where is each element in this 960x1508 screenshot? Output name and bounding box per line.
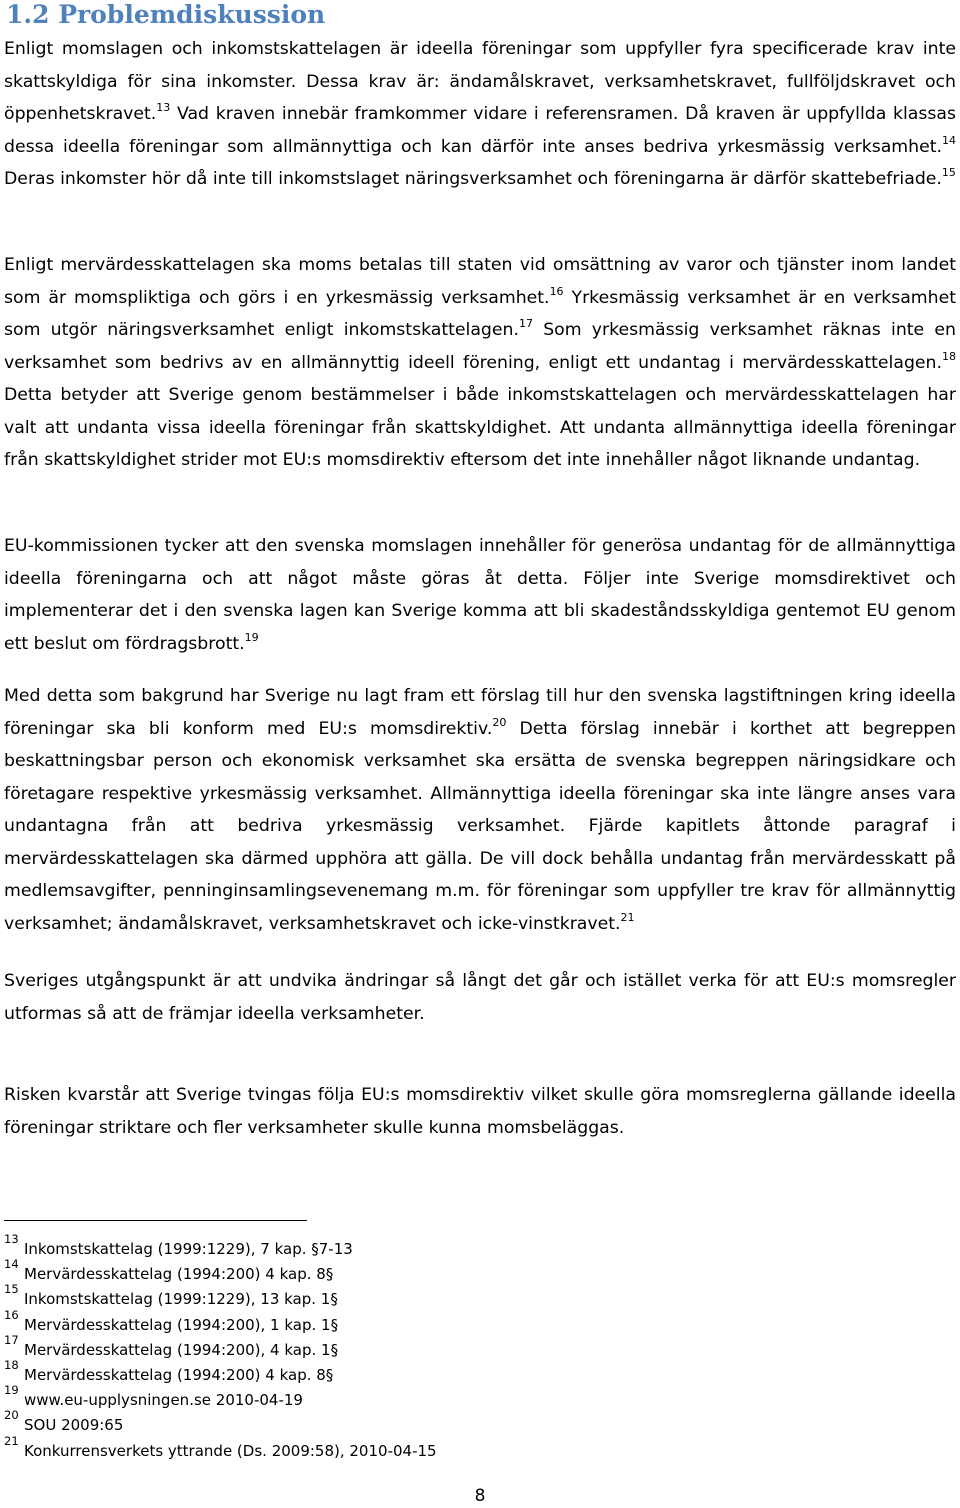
footnote-number: 21 <box>4 1433 19 1448</box>
footnote-number: 18 <box>4 1357 19 1372</box>
footnote-text: Mervärdesskattelag (1994:200), 1 kap. 1§ <box>24 1315 339 1334</box>
text-segment: Detta förslag innebär i korthet att begreppen beskattningsbar person och ekonomisk verksamhet ska ersätta de svenska begreppen näringsidkare och företagare respektive yrkesmässig verksamhet. Allmännyttiga ideella föreningar ska inte längre anses vara undantagna från att bedriva yrkesmässig verksamhet. Fjärde kapitlets åttonde paragraf i mervärdesskattelagen ska därmed upphöra att gälla. De vill dock behålla undantag från mervärdesskatt på medlemsavgifter, penninginsamlingsevenemang m.m. för föreningar som uppfyller tre krav för allmännyttig verksamhet; ändamålskravet, verksamhetskravet och icke-vinstkravet. <box>4 718 956 934</box>
footnote-item <box>4 1257 904 1288</box>
paragraph-text <box>4 249 956 477</box>
footnote-reference: 15 <box>941 166 956 179</box>
footnote-item <box>4 1232 904 1263</box>
body-paragraph-3 <box>4 530 956 660</box>
paragraph-text <box>4 965 956 1030</box>
footnote-number: 15 <box>4 1282 19 1297</box>
text-segment: Yrkesmässig verksamhet är en verksamhet som utgör näringsverksamhet enligt inkomstskattelagen. <box>4 287 957 340</box>
footnote-number: 19 <box>4 1383 19 1398</box>
text-segment: Detta betyder att Sverige genom bestämmelser i både inkomstskattelagen och mervärdesskattelagen har valt att undanta vissa ideella föreningar från skattskyldighet. Att undanta allmännyttiga ideella föreningar från skattskyldighet strider mot EU:s momsdirektiv eftersom det inte innehåller något liknande undantag. <box>4 385 956 470</box>
section-heading: 1.2 Problemdiskussion <box>6 0 326 29</box>
footnote-reference: 13 <box>156 101 171 114</box>
footnote-number: 17 <box>4 1332 19 1347</box>
footnotes <box>4 1232 904 1465</box>
footnote-reference: 16 <box>549 284 564 298</box>
footnote-text: Mervärdesskattelag (1994:200) 4 kap. 8§ <box>24 1365 334 1384</box>
text-segment: Som yrkesmässig verksamhet räknas inte en verksamhet som bedrivs av en allmännyttig ideell förening, enligt ett undantag i mervärdesskattelagen. <box>4 320 956 373</box>
text-segment: EU-kommissionen tycker att den svenska momslagen innehåller för generösa undantag för de allmännyttiga ideella föreningarna och att något måste göras åt detta. Följer inte Sverige momsdirektivet och implementerar det i den svenska lagen kan Sverige komma att bli skadeståndsskyldiga gentemot EU genom ett beslut om fördragsbrott. <box>4 536 956 654</box>
page-number: 8 <box>474 1486 486 1506</box>
footnote-text: SOU 2009:65 <box>24 1416 124 1435</box>
footnote-number: 13 <box>4 1232 19 1246</box>
paragraph-text <box>4 680 956 940</box>
footnote-separator <box>4 1220 307 1221</box>
footnote-text: Mervärdesskattelag (1994:200), 4 kap. 1§ <box>24 1340 339 1359</box>
footnote-number: 20 <box>4 1408 19 1423</box>
footnote-text: Inkomstskattelag (1999:1229), 13 kap. 1§ <box>24 1290 338 1309</box>
footnote-item <box>4 1282 904 1313</box>
footnote-item <box>4 1383 904 1414</box>
footnote-item <box>4 1332 904 1364</box>
text-segment: Deras inkomster hör då inte till inkomstslaget näringsverksamhet och föreningarna är därför skattebefriade. <box>4 169 942 189</box>
footnote-reference: 20 <box>492 715 507 729</box>
paragraph-text <box>4 33 956 196</box>
footnote-text: Inkomstskattelag (1999:1229), 7 kap. §7-13 <box>24 1240 353 1258</box>
footnote-reference: 17 <box>518 317 533 330</box>
text-segment: Risken kvarstår att Sverige tvingas följa EU:s momsdirektiv vilket skulle göra momsreglerna gällande ideella föreningar striktare och fler verksamheter skulle kunna momsbeläggas. <box>4 1085 956 1138</box>
body-paragraph-6 <box>4 1079 956 1144</box>
footnote-item <box>4 1408 904 1439</box>
text-segment: Enligt mervärdesskattelagen ska moms betalas till staten vid omsättning av varor och tjänster inom landet som är momspliktiga och görs i en yrkesmässig verksamhet. <box>4 255 956 308</box>
text-segment: Sveriges utgångspunkt är att undvika ändringar så långt det går och istället verka för att EU:s momsregler utformas så att de främjar ideella verksamheter. <box>4 971 956 1024</box>
footnote-reference: 18 <box>942 349 956 363</box>
footnote-number: 16 <box>4 1307 19 1322</box>
footnote-number: 14 <box>4 1257 19 1272</box>
footnote-item <box>4 1433 904 1465</box>
text-segment: Med detta som bakgrund har Sverige nu lagt fram ett förslag till hur den svenska lagstiftningen kring ideella föreningar ska bli konform med EU:s momsdirektiv. <box>4 686 956 739</box>
footnote-text: Konkurrensverkets yttrande (Ds. 2009:58), 2010-04-15 <box>24 1441 437 1460</box>
body-paragraph-1 <box>4 33 956 196</box>
text-segment: Vad kraven innebär framkommer vidare i referensramen. Då kraven är uppfyllda klassas dessa ideella föreningar som allmännyttiga och kan därför inte anses bedriva yrkesmässig verksamhet. <box>4 104 956 157</box>
body-paragraph-5 <box>4 965 956 1030</box>
footnote-reference: 21 <box>620 910 635 924</box>
footnote-item <box>4 1307 904 1339</box>
footnote-text: www.eu-upplysningen.se 2010-04-19 <box>24 1391 303 1410</box>
paragraph-text <box>4 530 956 660</box>
footnote-reference: 14 <box>942 133 956 147</box>
footnote-text: Mervärdesskattelag (1994:200) 4 kap. 8§ <box>24 1265 334 1284</box>
body-paragraph-4 <box>4 680 956 940</box>
footnote-item <box>4 1357 904 1389</box>
footnote-reference: 19 <box>244 630 259 644</box>
paragraph-text <box>4 1079 956 1144</box>
body-paragraph-2 <box>4 249 956 477</box>
text-segment: Enligt momslagen och inkomstskattelagen är ideella föreningar som uppfyller fyra specificerade krav inte skattskyldiga för sina inkomster. Dessa krav är: ändamålskravet, verksamhetskravet, fullföljdskravet och öppenhetskravet. <box>4 39 956 124</box>
